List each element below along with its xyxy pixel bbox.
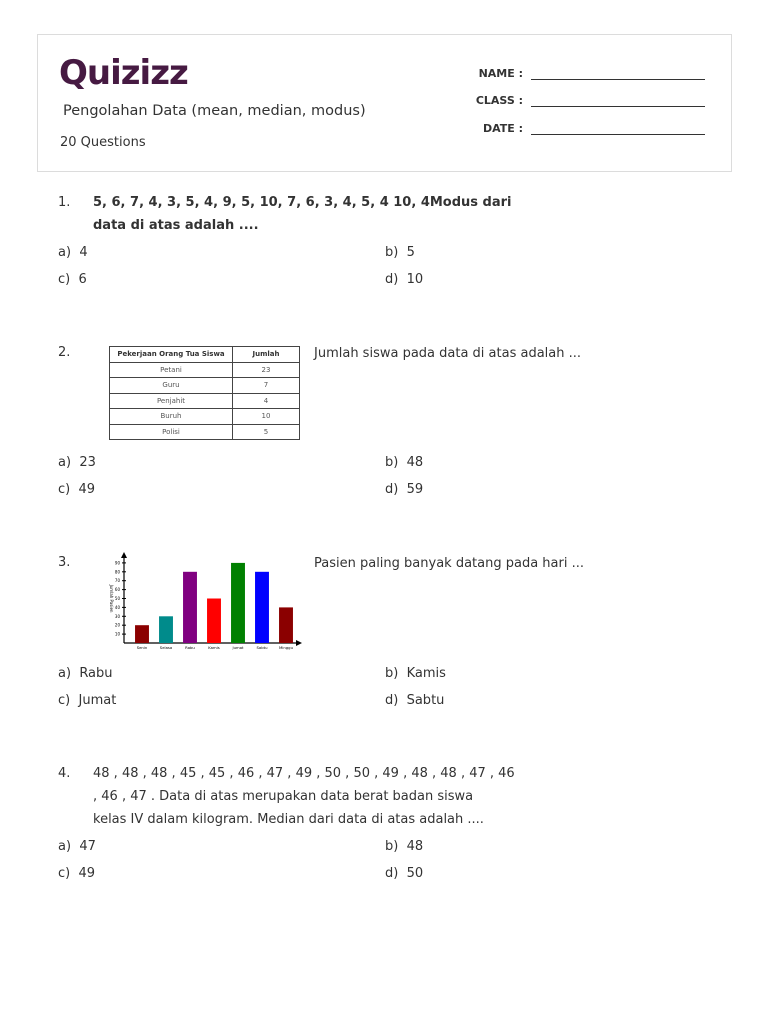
bar-rabu (183, 572, 197, 643)
table-cell: 7 (233, 378, 300, 394)
option-letter: c) (58, 866, 71, 881)
question-text: Jumlah siswa pada data di atas adalah ... (314, 346, 582, 361)
option-a[interactable] (58, 666, 113, 681)
option-a[interactable] (58, 245, 88, 260)
question-text-line: kelas IV dalam kilogram. Median dari data di atas adalah .... (93, 812, 484, 827)
option-letter: d) (385, 866, 399, 881)
x-axis-arrow (296, 640, 302, 646)
question-text (93, 762, 515, 831)
option-value: Sabtu (406, 693, 445, 708)
option-letter: d) (385, 693, 399, 708)
option-c[interactable] (58, 693, 116, 708)
option-value: 48 (406, 455, 424, 470)
date-label: DATE : (482, 122, 523, 135)
y-tick-label: 10 (114, 631, 120, 637)
y-tick-label: 50 (114, 596, 120, 601)
name-label: NAME : (478, 67, 523, 80)
question-text-line: , 46 , 47 . Data di atas merupakan data berat badan siswa (93, 789, 474, 804)
option-b[interactable] (385, 245, 415, 260)
bar-chart-svg (104, 548, 304, 656)
option-value: Kamis (406, 666, 446, 681)
option-value: 10 (406, 272, 424, 287)
option-c[interactable] (58, 866, 95, 881)
option-a[interactable] (58, 455, 96, 470)
option-b[interactable] (385, 666, 446, 681)
y-axis-label: Jumlah Pasien (109, 584, 114, 613)
table-cell: Guru (110, 378, 233, 394)
option-letter: b) (385, 839, 399, 854)
question-number: 3. (58, 555, 71, 570)
y-tick-label: 70 (114, 578, 120, 584)
y-tick-label: 80 (114, 569, 120, 575)
table-cell: Petani (110, 362, 233, 378)
option-value: 4 (79, 245, 88, 260)
option-c[interactable] (58, 482, 95, 497)
question-number: 4. (58, 766, 71, 781)
class-line[interactable] (531, 94, 705, 107)
bar-jumat (231, 563, 245, 643)
table-cell: 4 (233, 393, 300, 409)
table-cell: 5 (233, 424, 300, 440)
table-header: Pekerjaan Orang Tua Siswa (110, 347, 233, 363)
table-header: Jumlah (233, 347, 300, 363)
option-letter: c) (58, 272, 71, 287)
question-number: 1. (58, 195, 71, 210)
option-d[interactable] (385, 693, 444, 708)
option-letter: a) (58, 839, 72, 854)
x-tick-label: Minggu (279, 645, 293, 650)
option-b[interactable] (385, 839, 423, 854)
option-value: 23 (79, 455, 96, 470)
option-value: Rabu (79, 666, 113, 681)
name-line[interactable] (531, 67, 705, 80)
x-tick-label: Rabu (185, 645, 195, 650)
option-value: 48 (406, 839, 424, 854)
x-tick-label: Kamis (208, 645, 220, 650)
table-cell: Penjahit (110, 393, 233, 409)
option-value: Jumat (78, 693, 117, 708)
table-row (110, 409, 300, 425)
option-d[interactable] (385, 272, 423, 287)
question-text: Pasien paling banyak datang pada hari ... (314, 556, 584, 571)
patients-bar-chart (104, 548, 304, 656)
option-value: 6 (78, 272, 87, 287)
bar-minggu (279, 607, 293, 643)
quizizz-logo (59, 51, 195, 91)
question-number: 2. (58, 345, 71, 360)
class-label: CLASS : (475, 94, 523, 107)
table-cell: Polisi (110, 424, 233, 440)
logo-text: Quizizz (59, 53, 188, 91)
option-c[interactable] (58, 272, 87, 287)
table-row (110, 393, 300, 409)
x-tick-label: Jumat (232, 645, 244, 650)
bar-selasa (159, 616, 173, 643)
name-field[interactable] (475, 67, 705, 80)
option-b[interactable] (385, 455, 423, 470)
y-tick-label: 30 (114, 613, 120, 619)
option-d[interactable] (385, 482, 423, 497)
table-row (110, 424, 300, 440)
question-text-line: data di atas adalah .... (93, 218, 259, 233)
worksheet-title: Pengolahan Data (mean, median, modus) (63, 103, 366, 119)
option-letter: a) (58, 666, 72, 681)
table-cell: 10 (233, 409, 300, 425)
option-letter: b) (385, 666, 399, 681)
option-letter: c) (58, 482, 71, 497)
y-tick-label: 40 (114, 604, 120, 610)
table-cell: Buruh (110, 409, 233, 425)
question-text (93, 191, 512, 237)
option-value: 49 (78, 866, 96, 881)
option-letter: c) (58, 693, 71, 708)
bar-kamis (207, 599, 221, 644)
y-tick-label: 20 (114, 622, 120, 628)
parent-occupation-table (109, 346, 300, 440)
date-line[interactable] (531, 122, 705, 135)
y-tick-label: 90 (114, 560, 120, 566)
option-value: 50 (406, 866, 424, 881)
option-letter: a) (58, 455, 72, 470)
option-value: 49 (78, 482, 96, 497)
option-letter: b) (385, 455, 399, 470)
date-field[interactable] (475, 122, 705, 135)
question-text-line: 5, 6, 7, 4, 3, 5, 4, 9, 5, 10, 7, 6, 3, 4, 5, 4 10, 4Modus dari (93, 195, 512, 210)
table-row (110, 378, 300, 394)
question-count: 20 Questions (60, 135, 146, 150)
option-letter: b) (385, 245, 399, 260)
option-value: 5 (406, 245, 415, 260)
x-tick-label: Senin (136, 645, 148, 650)
class-field[interactable] (475, 94, 705, 107)
option-letter: a) (58, 245, 72, 260)
option-value: 59 (406, 482, 424, 497)
option-letter: d) (385, 482, 399, 497)
option-a[interactable] (58, 839, 96, 854)
x-tick-label: Selasa (159, 645, 173, 650)
bar-senin (135, 625, 149, 643)
option-value: 47 (79, 839, 96, 854)
table-cell: 23 (233, 362, 300, 378)
table-header-row (110, 347, 300, 363)
bar-sabtu (255, 572, 269, 643)
option-d[interactable] (385, 866, 423, 881)
question-text-line: 48 , 48 , 48 , 45 , 45 , 46 , 47 , 49 , 50 , 50 , 49 , 48 , 48 , 47 , 46 (93, 766, 515, 781)
y-tick-label: 60 (114, 587, 120, 593)
x-tick-label: Sabtu (256, 645, 268, 650)
option-letter: d) (385, 272, 399, 287)
worksheet-header (37, 34, 732, 172)
y-axis-arrow (121, 552, 127, 558)
table-row (110, 362, 300, 378)
